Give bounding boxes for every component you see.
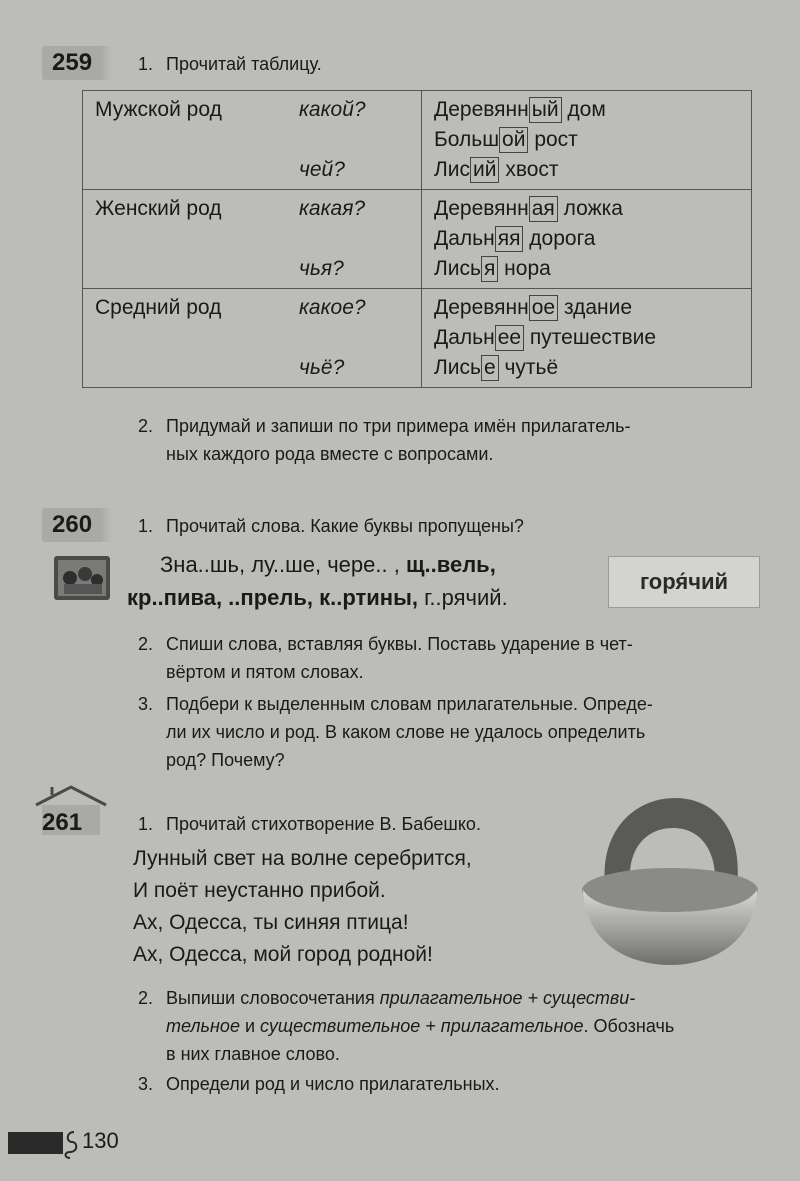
exercise-number-260: 260 <box>42 508 102 542</box>
examples-cell: Деревянн ая ложка Дальн яя дорога Лись я нора <box>422 190 752 289</box>
ending-box: ое <box>529 295 558 321</box>
gender-cell: Средний род <box>83 289 288 388</box>
ending-box: яя <box>495 226 524 252</box>
ex259-task2: 2. Придумай и запиши по три примера имён прилагатель- ных каждого рода вместе с вопросами. <box>138 416 631 464</box>
question-cell: какая? чья? <box>287 190 422 289</box>
gender-cell: Мужской род <box>83 91 288 190</box>
ex260-task3: 3. Подбери к выделенным словам прилагательные. Опреде- ли их число и род. В каком слове не удалось определить род? Почему? <box>138 694 653 770</box>
examples-cell: Деревянн ый дом Больш ой рост Лис ий хвост <box>422 91 752 190</box>
question-cell: какое? чьё? <box>287 289 422 388</box>
poem: Лунный свет на волне серебрится, И поёт неустанно прибой. Ах, Одесса, ты синяя птица! Ах, Одесса, мой город родной! <box>133 847 472 966</box>
table-row <box>83 190 752 289</box>
ex260-task2: 2. Спиши слова, вставляя буквы. Поставь ударение в чет- вёртом и пятом словах. <box>138 634 633 682</box>
ending-box: ая <box>529 196 558 222</box>
ex261-task1: 1. Прочитай стихотворение В. Бабешко. <box>138 814 481 834</box>
grammar-table <box>82 90 752 388</box>
footer-bar <box>8 1132 63 1154</box>
ex259-task1: 1. Прочитай таблицу. <box>138 54 322 74</box>
ending-box: ее <box>495 325 524 351</box>
ex260-task1: 1. Прочитай слова. Какие буквы пропущены? <box>138 516 524 536</box>
ex261-task2: 2. Выпиши словосочетания прилагательное + существи- тельное и существительное + прилагательное. Обозначь в них главное слово. <box>138 988 675 1064</box>
table-row <box>83 289 752 388</box>
ending-box: ый <box>529 97 562 123</box>
gender-cell: Женский род <box>83 190 288 289</box>
question-cell: какой? чей? <box>287 91 422 190</box>
examples-cell: Деревянн ое здание Дальн ее путешествие Лись е чутьё <box>422 289 752 388</box>
ending-box: е <box>481 355 499 381</box>
table-row <box>83 91 752 190</box>
words-line-2: кр..пива, ..прель, к..ртины, г..рячий. <box>127 585 508 610</box>
ending-box: ой <box>499 127 528 153</box>
exercise-number-259: 259 <box>42 46 102 80</box>
swirl-ornament-icon <box>60 1128 80 1160</box>
exercise-number-261: 261 <box>42 809 83 836</box>
words-line-1: Зна..шь, лу..ше, чере.. , щ..вель, <box>160 552 496 577</box>
page-number: 130 <box>82 1128 119 1153</box>
ending-box: ий <box>470 157 499 183</box>
ex261-task3: 3. Определи род и число прилагательных. <box>138 1074 500 1094</box>
book-icon <box>52 552 112 602</box>
arch-sculpture-image <box>575 790 760 970</box>
ending-box: я <box>481 256 498 282</box>
stress-example-box: горя́чий <box>608 556 760 608</box>
